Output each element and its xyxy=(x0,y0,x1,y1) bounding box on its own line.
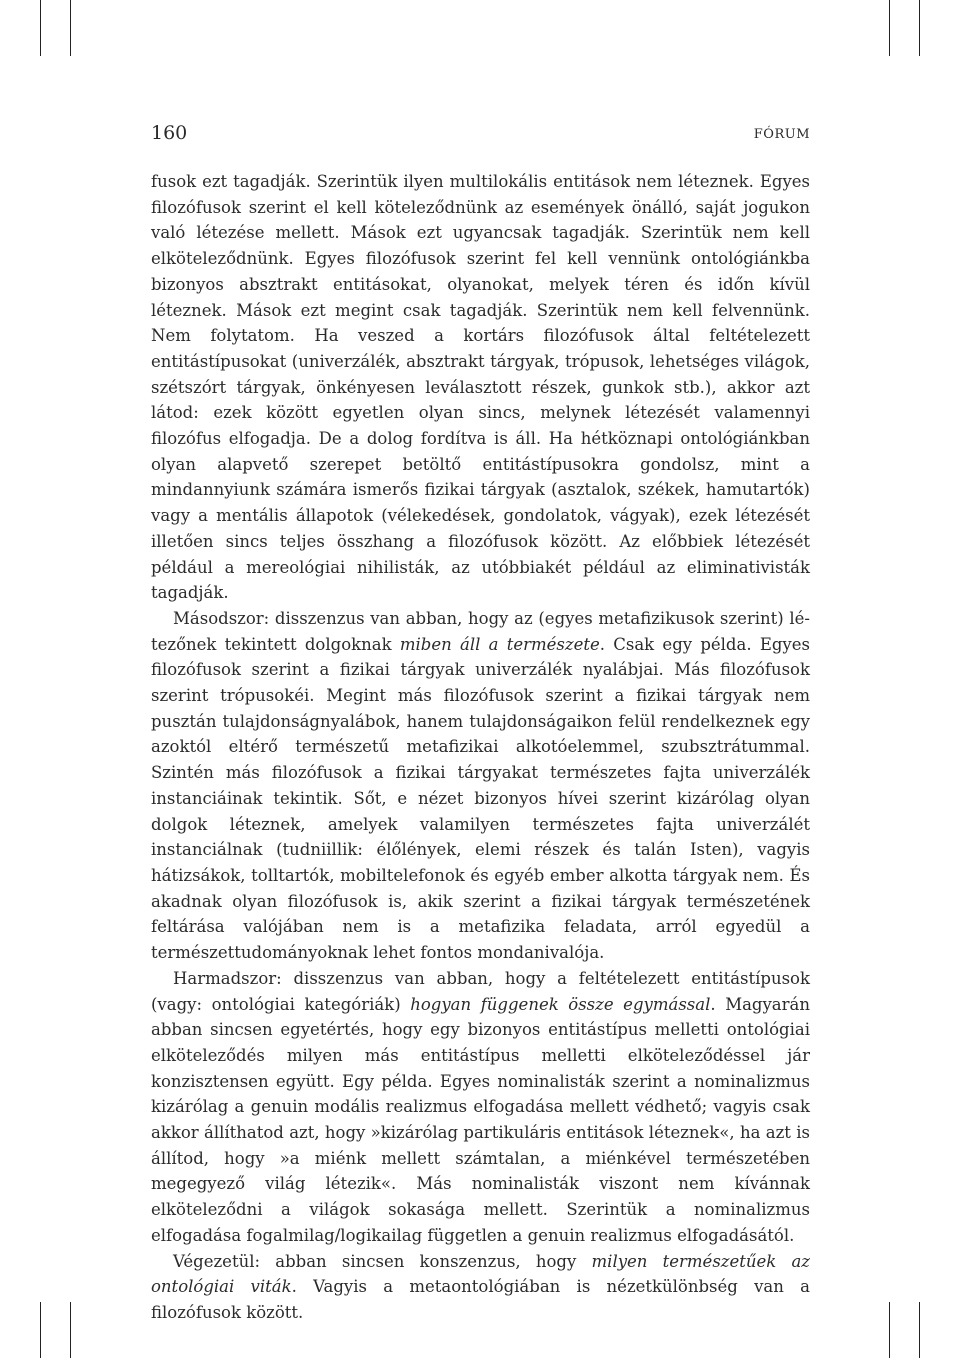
crop-mark-bottom-left-outer xyxy=(40,1302,41,1358)
paragraph-2-text-a: Másodszor: disszenzus van abban, hogy az (egyes metafizikusok szerint) létezőnek tekintett dolgoknak xyxy=(151,608,810,654)
paragraph-4-emphasis: milyen természetűek az ontológiai viták xyxy=(151,1251,810,1297)
page-header xyxy=(151,122,810,150)
paragraph-1 xyxy=(151,169,810,606)
paragraph-3 xyxy=(151,966,810,1249)
crop-mark-bottom-right-inner xyxy=(889,1302,890,1358)
crop-mark-bottom-left-inner xyxy=(70,1302,71,1358)
paragraph-1-text: fusok ezt tagadják. Szerintük ilyen multilokális entitások nem léteznek. Egyes filozófusok szerint el kell köteleződnünk az események önálló, saját jogukon való létezése mellett. Mások ezt ugyancsak tagadják. Szerintük nem kell elköteleződnünk. Egyes filozófusok szerint fel kell vennünk ontológiánkba bizonyos absztrakt entitásokat, olyanokat, melyek téren és időn kívül léteznek. Mások ezt megint csak tagadják. Szerintük nem kell felvennünk. Nem folytatom. Ha veszed a kortárs filozófusok által feltételezett entitástípusokat (univerzálék, absztrakt tárgyak, trópusok, lehetséges világok, szétszórt tárgyak, önkényesen leválasztott részek, gunkok stb.), akkor azt látod: ezek között egyetlen olyan sincs, melynek létezését valamennyi filozófus elfogadja. De a dolog fordítva is áll. Ha hétköznapi ontológiánkban olyan alapvető szerepet betöltő entitástípusokra gondolsz, mint a mindannyiunk számára ismerős fizikai tárgyak (asztalok, székek, hamutartók) vagy a mentális állapotok (vélekedések, gondolatok, vágyak), ezek létezését illetően sincs teljes összhang a filozófusok között. Az előbbiek létezését például a mereológiai nihilisták, az utóbbiakét például az eliminativisták tagadják. xyxy=(151,172,810,603)
paragraph-3-emphasis: hogyan függenek össze egymással xyxy=(410,994,711,1014)
crop-mark-top-left-outer xyxy=(40,0,41,56)
page-number: 160 xyxy=(151,122,188,144)
paragraph-4-text-a: Végezetül: abban sincsen konszenzus, hogy xyxy=(173,1251,592,1271)
paragraph-4-text-b: . Vagyis a metaontológiában is nézetkülönbség van a filozófusok között. xyxy=(151,1277,810,1322)
paragraph-2 xyxy=(151,606,810,966)
crop-mark-top-right-inner xyxy=(889,0,890,56)
paragraph-3-text-a: Harmadszor: disszenzus van abban, hogy a feltételezett entitástípusok (vagy: ontológiai kategóriák) xyxy=(151,968,810,1014)
body-text xyxy=(151,169,810,1326)
paragraph-2-emphasis: miben áll a természete xyxy=(399,634,600,654)
journal-name: FÓRUM xyxy=(753,127,810,142)
paragraph-4 xyxy=(151,1249,810,1326)
crop-mark-top-right-outer xyxy=(919,0,920,56)
paragraph-3-text-b: . Magyarán abban sincsen egyetértés, hogy egy bizonyos entitástípus melletti ontológiai elköteleződés milyen más entitástípus melletti elköteleződéssel jár konzisztensen együtt. Egy példa. Egyes nominalisták szerint a nominalizmus kizárólag a genuin modális realizmus elfogadása mellett védhető; vagyis csak akkor állíthatod azt, hogy »kizárólag partikuláris entitások léteznek«, ha azt is állítod, hogy »a miénk mellett számtalan, a miénkével természetében megegyező világ létezik«. Más nominalisták viszont nem kívánnak elköteleződni a világok sokasága mellett. Szerintük a nominalizmus elfogadása fogalmilag/logikailag független a genuin realizmus elfogadásától. xyxy=(151,994,810,1245)
crop-mark-top-left-inner xyxy=(70,0,71,56)
crop-mark-bottom-right-outer xyxy=(919,1302,920,1358)
paragraph-2-text-b: . Csak egy példa. Egyes filozófusok szerint a fizikai tárgyak univerzálék nyalábjai. Más filozófusok szerint trópusokéi. Megint más filozófusok szerint a fizikai tárgyak nem pusztán tulajdonságnyalábok, hanem tulajdonságaikon felül rendelkeznek egy azoktól eltérő természetű metafizikai alkotóelemmel, szubsztrátummal. Szintén más filozófusok a fizikai tárgyakat természetes fajta univerzálék instanciáinak tekintik. Sőt, e nézet bizonyos hívei szerint kizárólag olyan dolgok léteznek, amelyek valamilyen természetes fajta univerzálét instanciálnak (tudniillik: élőlények, elemi részek és talán Isten), vagyis hátizsákok, tolltartók, mobiltelefonok és egyéb ember alkotta tárgyak nem. És akadnak olyan filozófusok is, akik szerint a fizikai tárgyak természetének feltárása valójában nem is a metafizika feladata, arról egyedül a természettudományoknak lehet fontos mondanivalója. xyxy=(151,634,810,963)
